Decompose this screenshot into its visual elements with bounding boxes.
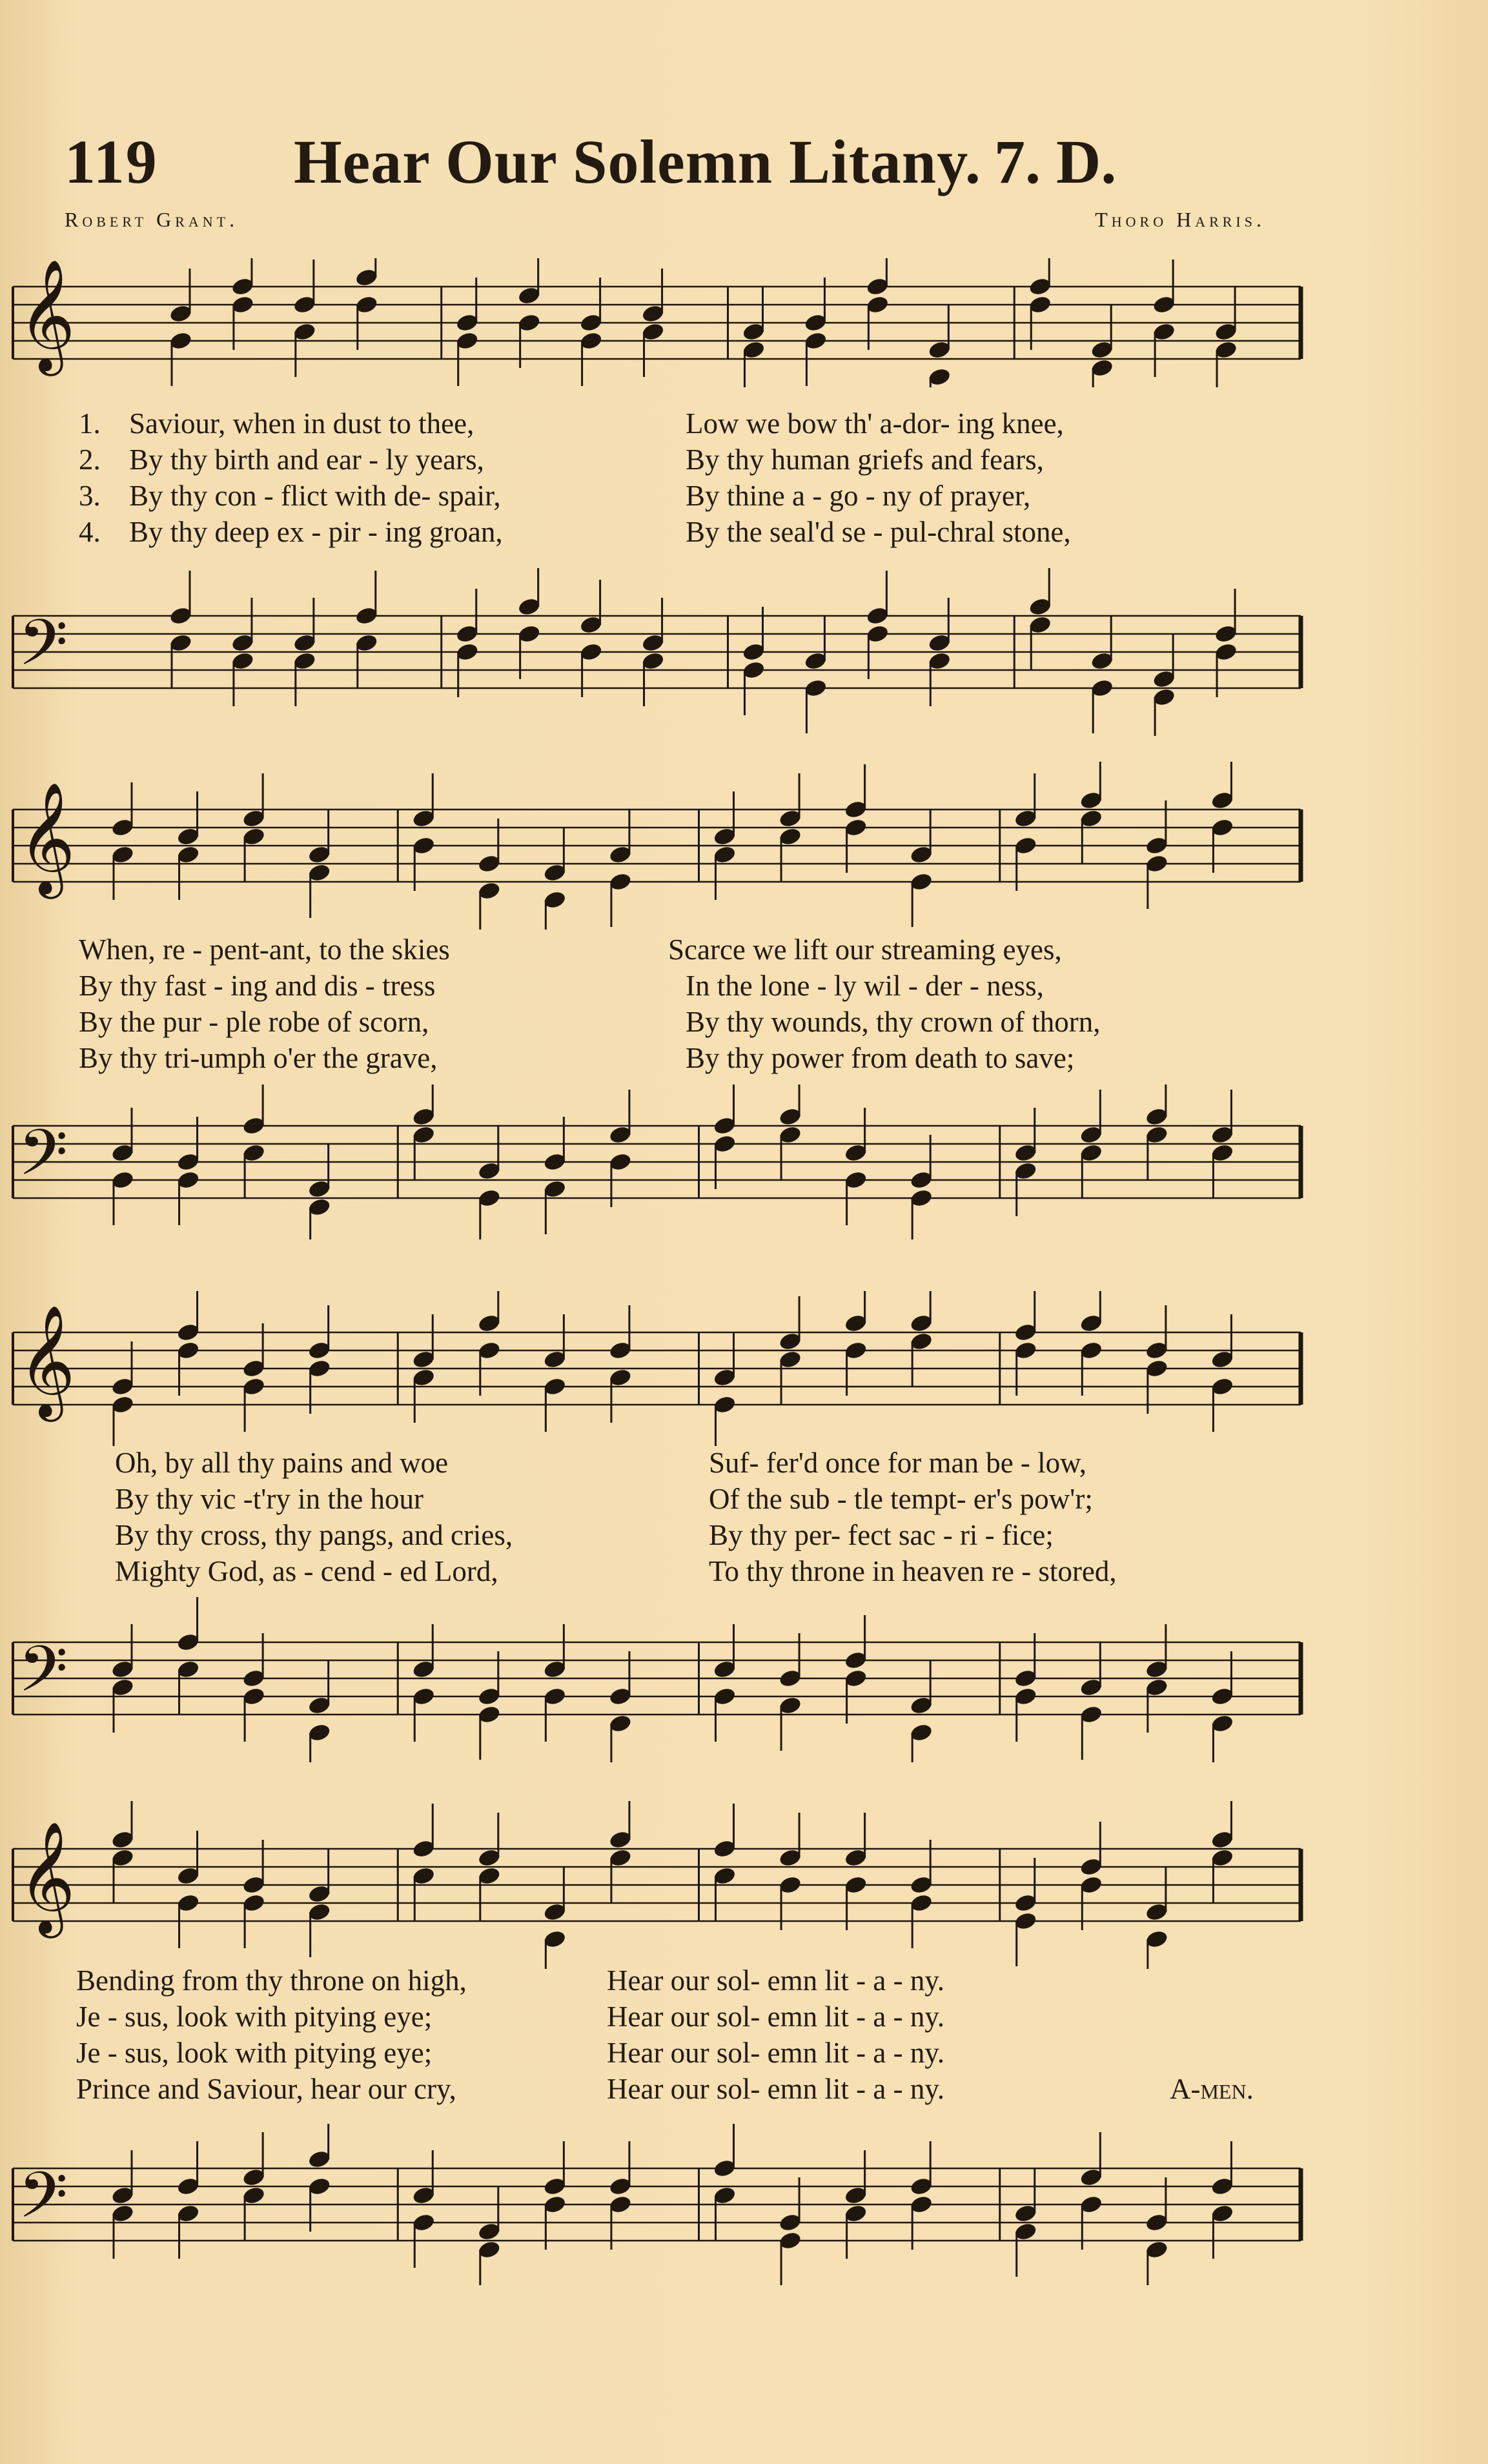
lyric-second-half: Low we bow th' a-dor- ing knee, xyxy=(686,407,1064,440)
lyric-first-half: Je - sus, look with pitying eye; xyxy=(76,2001,433,2033)
lyric-first-half: Bending from thy throne on high, xyxy=(76,1964,467,1997)
lyric-first-half: By thy con - flict with de- spair, xyxy=(129,480,501,512)
music-credit: Thoro Harris. xyxy=(1095,208,1265,231)
lyric-first-half: Mighty God, as - cend - ed Lord, xyxy=(115,1555,498,1587)
treble-staff xyxy=(6,762,1320,930)
treble-clef-icon: 𝄞 xyxy=(18,1305,76,1418)
lyric-line xyxy=(0,478,1356,514)
bass-staff xyxy=(6,1084,1320,1239)
lyric-first-half: Je - sus, look with pitying eye; xyxy=(76,2037,433,2069)
lyric-second-half: By thy per- fect sac - ri - fice; xyxy=(709,1519,1054,1551)
hymn-meter: 7. D. xyxy=(994,127,1117,196)
lyric-first-half: Saviour, when in dust to thee, xyxy=(129,407,474,440)
hymn-title: Hear Our Solemn Litany. xyxy=(294,127,981,196)
lyric-second-half: By thy wounds, thy crown of thorn, xyxy=(686,1006,1101,1038)
staff-lines xyxy=(13,1126,1301,1198)
lyric-first-half: When, re - pent-ant, to the skies xyxy=(79,933,450,966)
lyric-line xyxy=(0,1999,1356,2035)
lyric-first-half: By thy deep ex - pir - ing groan, xyxy=(129,516,503,548)
staff-lines xyxy=(13,1849,1301,1921)
lyric-second-half: Scarce we lift our streaming eyes, xyxy=(668,933,1062,966)
lyric-line xyxy=(0,514,1356,550)
lyric-line xyxy=(0,1962,1356,1999)
bass-clef-icon: 𝄢 xyxy=(18,1116,68,1207)
words-credit: Robert Grant. xyxy=(65,208,239,231)
lyric-line xyxy=(0,1553,1356,1589)
bass-clef-icon: 𝄢 xyxy=(18,606,68,697)
lyric-first-half: By thy cross, thy pangs, and cries, xyxy=(115,1519,513,1551)
lyric-second-half: By thy power from death to save; xyxy=(686,1042,1075,1074)
hymn-number: 119 xyxy=(65,127,158,196)
bass-staff xyxy=(6,2124,1320,2285)
bass-staff xyxy=(6,1594,1320,1762)
lyric-line xyxy=(0,932,1356,968)
treble-staff xyxy=(6,1801,1320,1969)
verse-number: 1. xyxy=(79,407,101,440)
staff-lines xyxy=(13,809,1301,882)
lyric-second-half: Suf- fer'd once for man be - low, xyxy=(709,1447,1086,1479)
lyric-first-half: By the pur - ple robe of scorn, xyxy=(79,1006,429,1038)
treble-staff xyxy=(6,1291,1320,1446)
lyric-second-half: Hear our sol- emn lit - a - ny. xyxy=(607,1964,945,1997)
lyric-first-half: By thy tri-umph o'er the grave, xyxy=(79,1042,438,1074)
lyric-second-half: By the seal'd se - pul-chral stone, xyxy=(686,516,1071,548)
lyric-line xyxy=(0,2035,1356,2071)
treble-clef-icon: 𝄞 xyxy=(18,259,76,372)
lyric-line xyxy=(0,1004,1356,1040)
lyric-line xyxy=(0,1040,1356,1076)
lyric-first-half: By thy fast - ing and dis - tress xyxy=(79,970,436,1002)
staff-lines xyxy=(13,2168,1301,2241)
lyric-line xyxy=(0,2071,1356,2107)
staff-lines xyxy=(13,1642,1301,1715)
lyric-line xyxy=(0,1517,1356,1553)
bass-staff xyxy=(6,568,1320,736)
lyric-second-half: To thy throne in heaven re - stored, xyxy=(709,1555,1117,1587)
lyric-first-half: Oh, by all thy pains and woe xyxy=(115,1447,449,1479)
lyric-second-half: Hear our sol- emn lit - a - ny. xyxy=(607,2037,945,2069)
lyric-second-half: In the lone - ly wil - der - ness, xyxy=(686,970,1044,1002)
treble-clef-icon: 𝄞 xyxy=(18,1821,76,1934)
lyric-first-half: By thy birth and ear - ly years, xyxy=(129,443,484,476)
lyric-line xyxy=(0,442,1356,478)
amen-text: A-men. xyxy=(1170,2073,1254,2105)
lyric-first-half: Prince and Saviour, hear our cry, xyxy=(76,2073,456,2105)
lyric-line xyxy=(0,1481,1356,1517)
lyric-second-half: By thy human griefs and fears, xyxy=(686,443,1044,476)
bass-clef-icon: 𝄢 xyxy=(18,1633,68,1723)
staff-lines xyxy=(13,1332,1301,1405)
lyric-line xyxy=(0,1445,1356,1481)
treble-staff xyxy=(6,258,1320,387)
lyric-second-half: Of the sub - tle tempt- er's pow'r; xyxy=(709,1483,1093,1515)
lyric-second-half: By thine a - go - ny of prayer, xyxy=(686,480,1031,512)
treble-clef-icon: 𝄞 xyxy=(18,782,76,895)
staff-lines xyxy=(13,616,1301,688)
lyric-second-half: Hear our sol- emn lit - a - ny. xyxy=(607,2073,945,2105)
bass-clef-icon: 𝄢 xyxy=(18,2159,68,2249)
verse-number: 3. xyxy=(79,480,101,512)
lyric-line xyxy=(0,968,1356,1004)
verse-number: 4. xyxy=(79,516,101,548)
verse-number: 2. xyxy=(79,443,101,476)
lyric-second-half: Hear our sol- emn lit - a - ny. xyxy=(607,2001,945,2033)
lyric-line xyxy=(0,405,1356,442)
note-heads xyxy=(110,1597,1234,1762)
lyric-first-half: By thy vic -t'ry in the hour xyxy=(115,1483,424,1515)
